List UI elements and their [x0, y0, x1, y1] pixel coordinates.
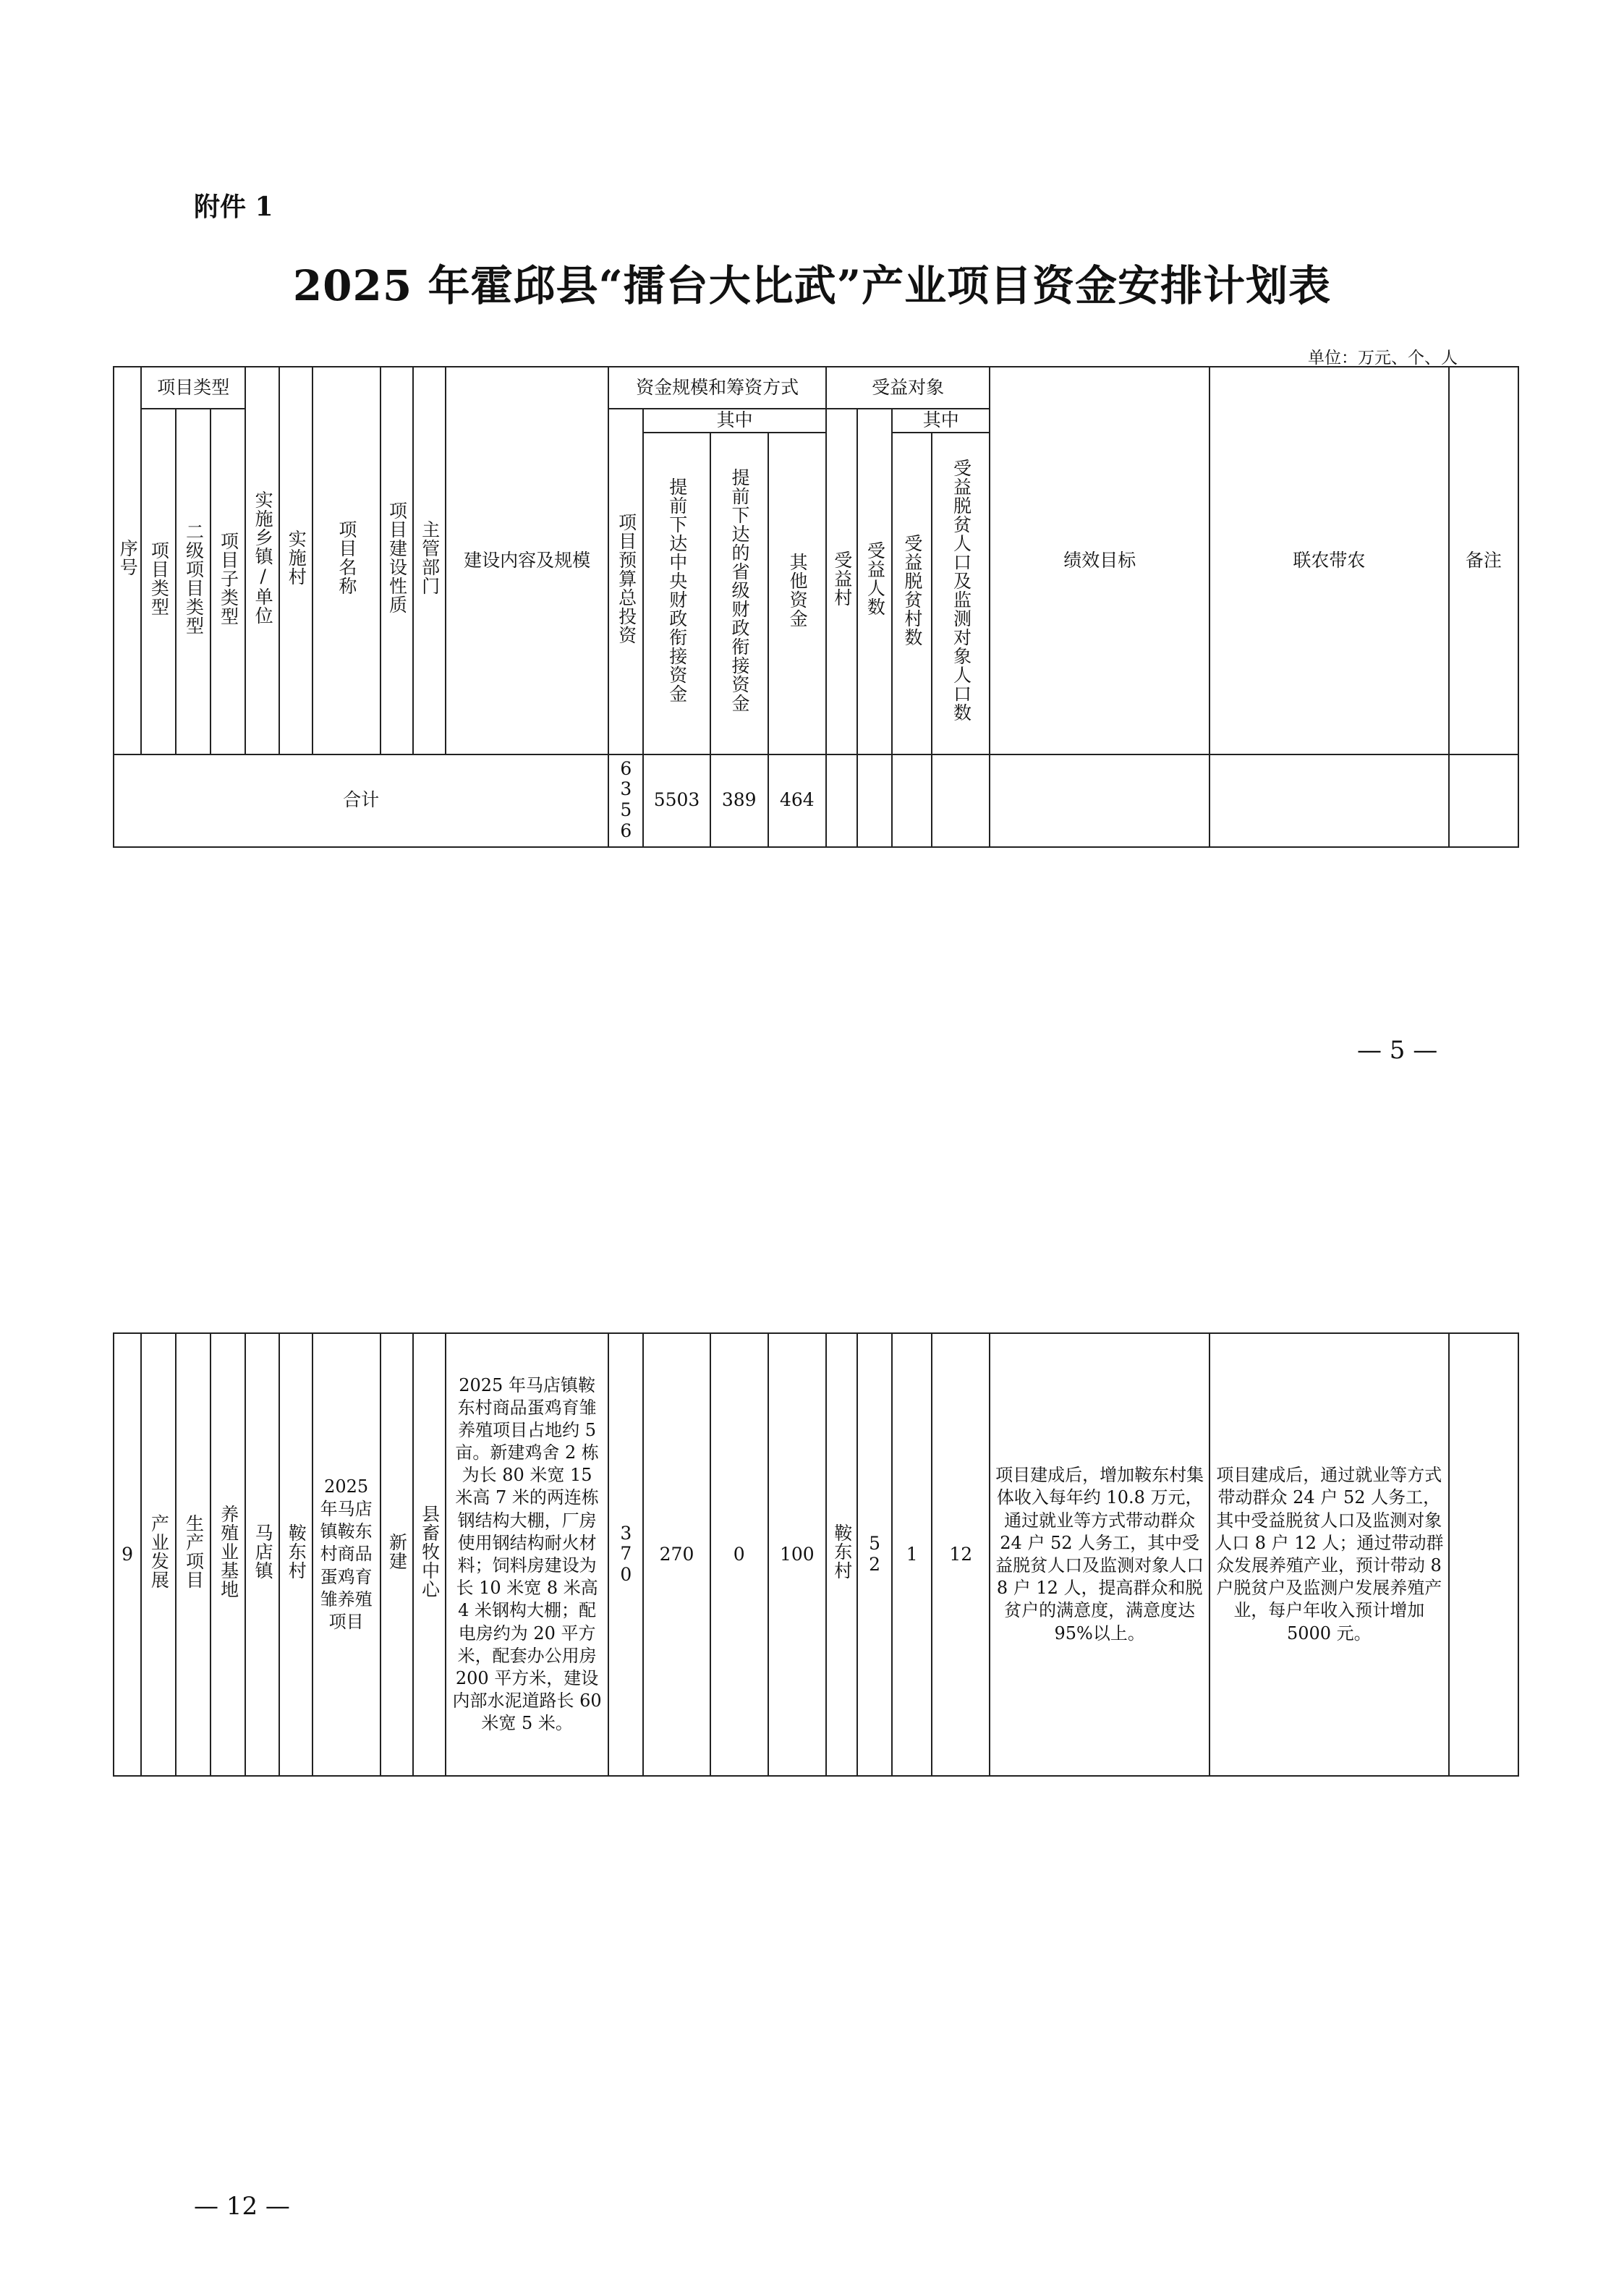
- header-b-poor-people: 受益脱贫人口及监测对象人口数: [932, 433, 990, 754]
- header-level2: 二级项目类型: [176, 409, 211, 754]
- total-empty: [1210, 754, 1449, 847]
- row9-b-people: 52: [857, 1333, 892, 1776]
- table-row: [114, 1333, 1518, 1776]
- header-central: 提前下达中央财政衔接资金: [643, 433, 710, 754]
- header-table: [113, 366, 1519, 848]
- total-empty: [857, 754, 892, 847]
- total-label: 合计: [114, 754, 608, 847]
- header-goal: 绩效目标: [990, 367, 1210, 754]
- header-level1: 项目类型: [141, 409, 176, 754]
- header-project-type: 项目类型: [141, 367, 245, 409]
- total-empty: [990, 754, 1210, 847]
- total-empty: [932, 754, 990, 847]
- attachment-label: 附件 1: [194, 192, 273, 222]
- header-provincial: 提前下达的省级财政衔接资金: [710, 433, 768, 754]
- row9-table: [113, 1332, 1519, 1777]
- header-beneficiary: 受益对象: [826, 367, 990, 409]
- page-number-bottom: — 12 —: [194, 2192, 290, 2221]
- total-empty: [892, 754, 932, 847]
- total-provincial: 389: [710, 754, 768, 847]
- total-other: 464: [768, 754, 826, 847]
- row9-b-poor-people: 12: [932, 1333, 990, 1776]
- row9-name: 2025 年马店镇鞍东村商品蛋鸡育雏养殖项目: [313, 1333, 381, 1776]
- header-of-which: 其中: [643, 409, 826, 433]
- total-empty: [1449, 754, 1518, 847]
- header-seq: 序号: [114, 367, 141, 754]
- header-link: 联农带农: [1210, 367, 1449, 754]
- row9-nature: 新建: [381, 1333, 413, 1776]
- header-fund-scale: 资金规模和筹资方式: [608, 367, 826, 409]
- header-other: 其他资金: [768, 433, 826, 754]
- header-remark: 备注: [1449, 367, 1518, 754]
- header-name: 项目名称: [313, 367, 381, 754]
- row9-content: 2025 年马店镇鞍东村商品蛋鸡育雏养殖项目占地约 5 亩。新建鸡舍 2 栋为长 80 米宽 15 米高 7 米的两连栋钢结构大棚，厂房使用钢结构耐火材料；饲料房建设为长 10 米宽 8 米高 4 米钢构大棚；配电房约为 20 平方米，配套办公用房 200 平方米，建设内部水泥道路长 60 米宽 5 米。: [446, 1333, 608, 1776]
- row9-level2: 生产项目: [176, 1333, 211, 1776]
- row9-goal: 项目建成后，增加鞍东村集体收入每年约 10.8 万元，通过就业等方式带动群众 24 户 52 人务工，其中受益脱贫人口及监测对象人口 8 户 12 人，提高群众和脱贫户的满意度，满意度达 95%以上。: [990, 1333, 1210, 1776]
- header-b-people: 受益人数: [857, 409, 892, 754]
- row9-town: 马店镇: [245, 1333, 279, 1776]
- header-b-village: 受益村: [826, 409, 857, 754]
- row9-level1: 产业发展: [141, 1333, 176, 1776]
- total-total: 6356: [608, 754, 643, 847]
- header-nature: 项目建设性质: [381, 367, 413, 754]
- page-number-top: — 5 —: [1357, 1036, 1438, 1065]
- header-dept: 主管部门: [413, 367, 446, 754]
- header-subtype: 项目子类型: [211, 409, 245, 754]
- row9-seq: 9: [114, 1333, 141, 1776]
- row9-remark: [1449, 1333, 1518, 1776]
- document-title: 2025 年霍邱县“擂台大比武”产业项目资金安排计划表: [292, 261, 1332, 310]
- header-content: 建设内容及规模: [446, 367, 608, 754]
- header-b-poor-villages: 受益脱贫村数: [892, 433, 932, 754]
- header-b-of-which: 其中: [892, 409, 990, 433]
- header-town: 实施乡镇/单位: [245, 367, 279, 754]
- row9-other: 100: [768, 1333, 826, 1776]
- total-central: 5503: [643, 754, 710, 847]
- row9-total: 370: [608, 1333, 643, 1776]
- row9-dept: 县畜牧中心: [413, 1333, 446, 1776]
- row9-provincial: 0: [710, 1333, 768, 1776]
- total-empty: [826, 754, 857, 847]
- row9-central: 270: [643, 1333, 710, 1776]
- header-village: 实施村: [279, 367, 312, 754]
- total-row: [114, 754, 1518, 847]
- row9-b-village: 鞍东村: [826, 1333, 857, 1776]
- row9-subtype: 养殖业基地: [211, 1333, 245, 1776]
- row9-b-poor-villages: 1: [892, 1333, 932, 1776]
- row9-link: 项目建成后，通过就业等方式带动群众 24 户 52 人务工，其中受益脱贫人口及监测对象人口 8 户 12 人；通过带动群众发展养殖产业，预计带动 8 户脱贫户及监测户发展养殖产业，每户年收入预计增加 5000 元。: [1210, 1333, 1449, 1776]
- row9-village: 鞍东村: [279, 1333, 312, 1776]
- unit-note: 单位：万元、个、人: [1308, 349, 1458, 367]
- header-total: 项目预算总投资: [608, 409, 643, 754]
